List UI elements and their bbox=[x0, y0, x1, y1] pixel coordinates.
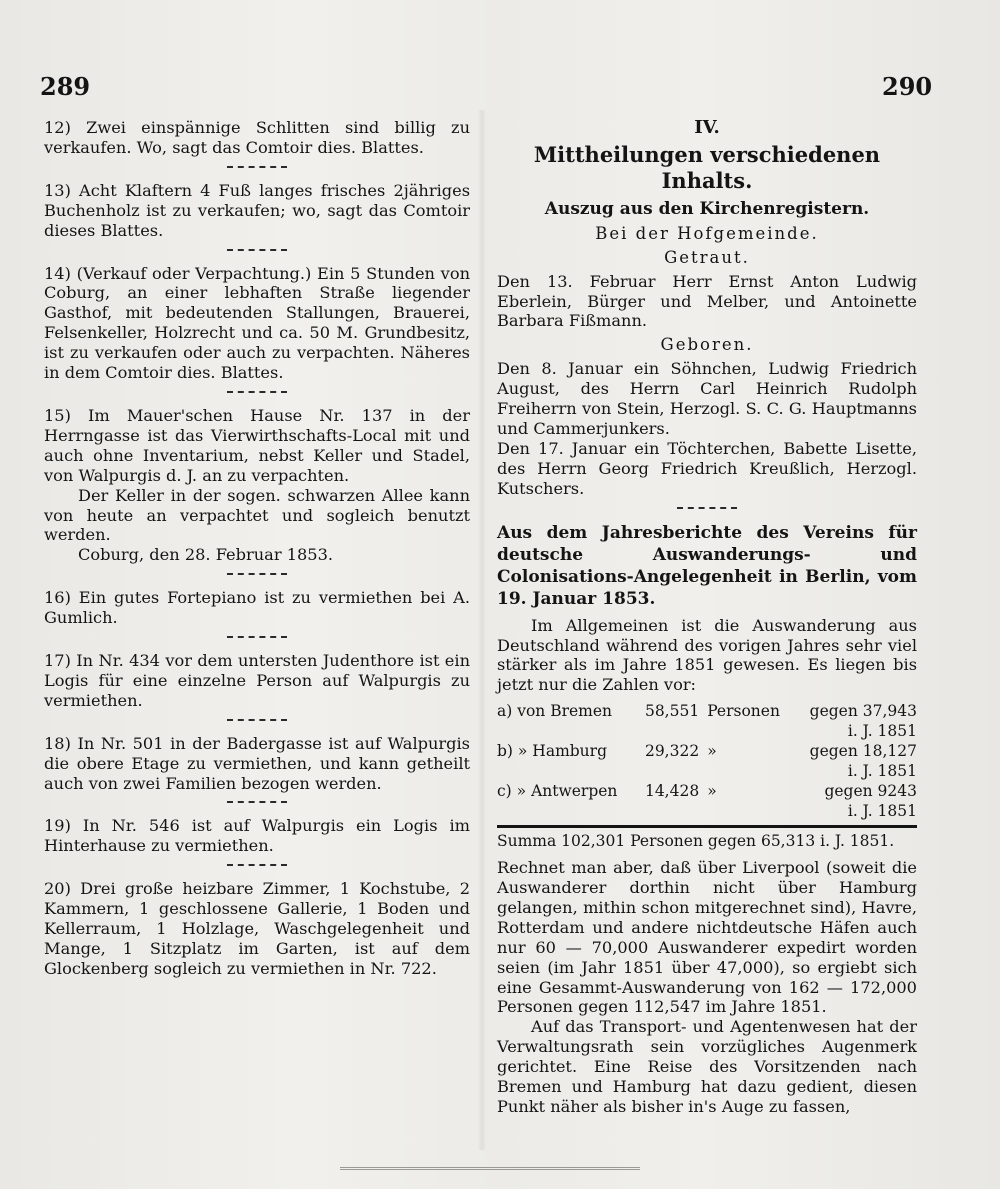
table-row bbox=[497, 781, 917, 801]
ad-text: 16) Ein gutes Fortepiano ist zu vermiethen bei A. Gumlich. bbox=[44, 588, 470, 628]
year-label: i. J. 1851 bbox=[847, 762, 917, 781]
table-row bbox=[497, 741, 917, 761]
report-intro: Im Allgemeinen ist die Auswanderung aus Deutschland während des vorigen Jahres sehr viel stärker als im Jahre 1851 gewesen. Es liegen bis jetzt nur die Zahlen vor: bbox=[497, 615, 917, 695]
married-heading: Getraut. bbox=[664, 247, 750, 267]
separator bbox=[227, 801, 287, 803]
bottom-rule bbox=[340, 1167, 640, 1170]
unit-label: » bbox=[707, 742, 717, 761]
ad-14 bbox=[44, 264, 470, 383]
table-row bbox=[497, 701, 917, 721]
port-label: b) » Hamburg bbox=[497, 742, 607, 761]
emigration-table bbox=[497, 701, 917, 821]
report-heading: Aus dem Jahresberichte des Vereins für deutsche Auswanderungs- und Colonisations-Angelegenheit in Berlin, vom 19. Januar 1853. bbox=[497, 522, 917, 609]
year-label: i. J. 1851 bbox=[847, 722, 917, 741]
ad-text: 18) In Nr. 501 in der Badergasse ist auf Walpurgis die obere Etage zu vermiethen, und kann getheilt auch von zwei Familien bezogen werden. bbox=[44, 733, 470, 793]
year-label: i. J. 1851 bbox=[847, 802, 917, 821]
section-number: IV. bbox=[694, 117, 720, 138]
ad-dateline: Coburg, den 28. Februar 1853. bbox=[78, 545, 334, 565]
table-row-year bbox=[497, 721, 917, 741]
ad-text: 20) Drei große heizbare Zimmer, 1 Kochstube, 2 Kammern, 1 geschlossene Gallerie, 1 Boden und Kellerraum, 1 Holzlage, Waschgelegenheit und Mange, 1 Sitzplatz im Garten, ist auf dem Glockenberg sogleich zu vermiethen in Nr. 722. bbox=[44, 879, 470, 978]
ad-17 bbox=[44, 651, 470, 711]
page-number-right: 290 bbox=[882, 72, 933, 101]
ad-text: 15) Im Mauer'schen Hause Nr. 137 in der Herrngasse ist das Vierwirthschafts-Local mit und auch ohne Inventarium, nebst Keller und Stadel, von Walpurgis d. J. an zu verpachten. bbox=[44, 405, 470, 485]
ad-text: 19) In Nr. 546 ist auf Walpurgis ein Logis im Hinterhause zu vermiethen. bbox=[44, 816, 470, 856]
separator bbox=[677, 507, 737, 509]
born-entry: Den 8. Januar ein Söhnchen, Ludwig Friedrich August, des Herrn Carl Heinrich Rudolph Freiherrn von Stein, Herzogl. S. C. G. Hauptmanns und Cammerjunkers. bbox=[497, 359, 917, 438]
born-heading: Geboren. bbox=[660, 335, 754, 355]
ad-12 bbox=[44, 118, 470, 158]
separator bbox=[227, 249, 287, 251]
ad-16 bbox=[44, 588, 470, 628]
count-value: 58,551 bbox=[644, 702, 700, 721]
count-value: 14,428 bbox=[644, 782, 700, 801]
separator bbox=[227, 573, 287, 575]
ad-19 bbox=[44, 816, 470, 856]
left-column bbox=[44, 118, 470, 979]
separator bbox=[227, 166, 287, 168]
page-number-left: 289 bbox=[40, 72, 91, 101]
separator bbox=[227, 636, 287, 638]
comparison-value: gegen 9243 bbox=[824, 782, 917, 801]
port-label: c) » Antwerpen bbox=[497, 782, 618, 801]
right-column bbox=[497, 118, 917, 1117]
table-row-year bbox=[497, 801, 917, 821]
table-summary: Summa 102,301 Personen gegen 65,313 i. J. 1851. bbox=[497, 825, 917, 852]
comparison-value: gegen 18,127 bbox=[809, 742, 917, 761]
ad-text: 12) Zwei einspännige Schlitten sind billig zu verkaufen. Wo, sagt das Comtoir dies. Blattes. bbox=[44, 118, 470, 157]
section-title: Mittheilungen verschiedenen Inhalts. bbox=[533, 141, 881, 193]
parish-heading: Bei der Hofgemeinde. bbox=[595, 223, 819, 243]
separator bbox=[227, 719, 287, 721]
separator bbox=[227, 391, 287, 393]
ad-text: 14) (Verkauf oder Verpachtung.) Ein 5 Stunden von Coburg, an einer lebhaften Straße liegender Gasthof, mit bedeutenden Stallungen, Brauerei, Felsenkeller, Holzrecht und ca. 50 M. Grundbesitz, ist zu verkaufen oder auch zu verpachten. Näheres in dem Comtoir dies. Blattes. bbox=[44, 263, 470, 383]
born-entry: Den 17. Januar ein Töchterchen, Babette Lisette, des Herrn Georg Friedrich Kreußlich, Herzogl. Kutschers. bbox=[497, 438, 917, 498]
report-paragraph: Rechnet man aber, daß über Liverpool (soweit die Auswanderer dorthin nicht über Hamburg gelangen, mithin schon mitgerechnet sind), Havre, Rotterdam und andere nichtdeutsche Häfen auch nur 60 — 70,000 Auswanderer expedirt worden seien (im Jahr 1851 über 47,000), so ergiebt sich eine Gesammt-Auswanderung von 162 — 172,000 Personen gegen 112,547 im Jahre 1851. bbox=[497, 858, 917, 1017]
count-value: 29,322 bbox=[644, 742, 700, 761]
ad-text: 13) Acht Klaftern 4 Fuß langes frisches 2jähriges Buchenholz ist zu verkaufen; wo, sagt das Comtoir dieses Blattes. bbox=[44, 180, 470, 240]
married-entry: Den 13. Februar Herr Ernst Anton Ludwig Eberlein, Bürger und Melber, und Antoinette Barbara Fißmann. bbox=[497, 271, 917, 331]
comparison-value: gegen 37,943 bbox=[809, 702, 917, 721]
ad-15 bbox=[44, 406, 470, 565]
ad-text: 17) In Nr. 434 vor dem untersten Judenthore ist ein Logis für eine einzelne Person auf Walpurgis zu vermiethen. bbox=[44, 651, 470, 710]
ad-20 bbox=[44, 879, 470, 979]
report-paragraph: Auf das Transport- und Agentenwesen hat der Verwaltungsrath sein vorzügliches Augenmerk gerichtet. Eine Reise des Vorsitzenden nach Bremen und Hamburg hat dazu gedient, diesen Punkt näher als bisher in's Auge zu fassen, bbox=[497, 1017, 917, 1116]
ad-13 bbox=[44, 181, 470, 241]
port-label: a) von Bremen bbox=[497, 702, 613, 721]
subsection-title: Auszug aus den Kirchenregistern. bbox=[544, 198, 870, 219]
page-fold bbox=[478, 110, 486, 1150]
unit-label: Personen bbox=[707, 702, 780, 721]
ad-text-continued: Der Keller in der sogen. schwarzen Allee kann von heute an verpachtet und sogleich benutzt werden. bbox=[44, 485, 470, 545]
unit-label: » bbox=[707, 782, 717, 801]
ad-18 bbox=[44, 734, 470, 794]
separator bbox=[227, 864, 287, 866]
table-row-year bbox=[497, 761, 917, 781]
